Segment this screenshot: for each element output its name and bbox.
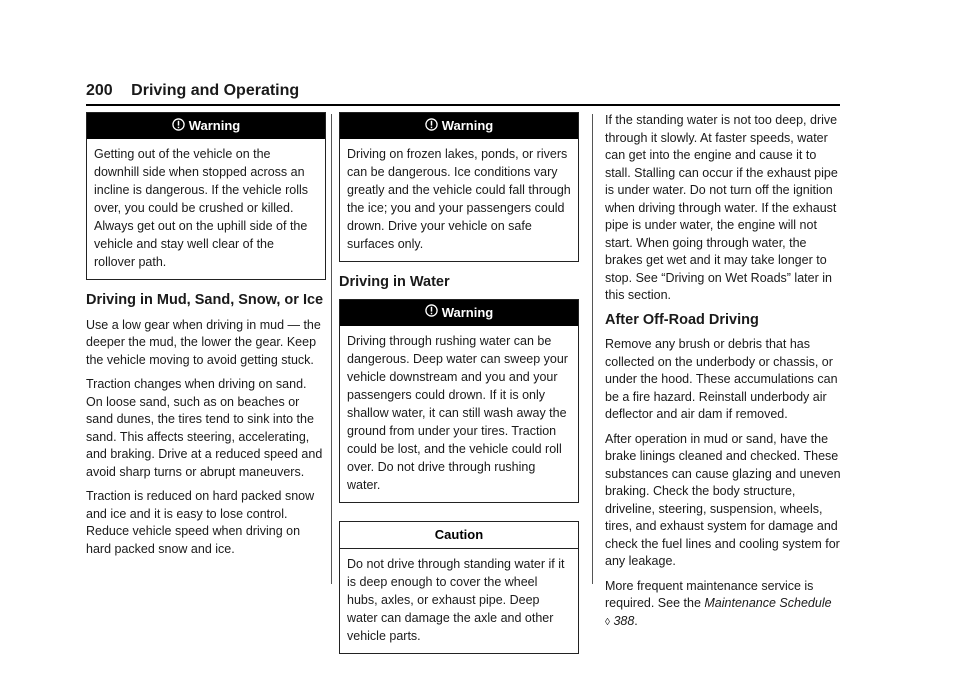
paragraph: After operation in mud or sand, have the brake linings cleaned and checked. These substances can cause glazing and uneven braking. Check the body structure, driveline, steering, suspension, wheels, tires, and exhaust system for damage and check the fuel lines and cooling system for any leakage. xyxy=(605,431,841,568)
warning-text: Getting out of the vehicle on the downhill side when stopped across an incline is dangerous. If the vehicle rolls over, you could be crushed or killed. Always get out on the uphill side of the vehicle and stay well clear of the rollover path. xyxy=(94,147,309,269)
heading-mud-sand-snow-ice: Driving in Mud, Sand, Snow, or Ice xyxy=(86,292,324,308)
paragraph: Use a low gear when driving in mud — the deeper the mud, the lower the gear. Keep the vehicle moving to avoid getting stuck. xyxy=(86,317,321,367)
paragraph: Traction is reduced on hard packed snow and ice and it is easy to lose control. Reduce vehicle speed when driving on hard packed snow and ice. xyxy=(86,489,315,556)
warning-box-rollover xyxy=(86,112,326,280)
warning-title: Warning xyxy=(441,118,494,133)
warning-header xyxy=(340,113,578,139)
heading-after-off-road-driving: After Off-Road Driving xyxy=(605,311,759,328)
paragraph-end: . xyxy=(634,613,638,628)
caution-text: Do not drive through standing water if it is deep enough to cover the wheel hubs, axles, or exhaust pipe. Deep water can damage the axle and other vehicle parts. xyxy=(347,556,565,643)
section-title: Driving and Operating xyxy=(131,82,300,99)
heading-driving-in-water: Driving in Water xyxy=(339,274,450,290)
warning-header xyxy=(340,300,578,326)
paragraph-text: More frequent maintenance service is required. See the xyxy=(605,578,814,610)
page-number: 200 xyxy=(86,82,113,99)
column-3 xyxy=(605,112,841,638)
paragraph: Remove any brush or debris that has collected on the underbody or chassis, or under the hood. These accumulations can be a fire hazard. Reinstall underbody air deflector and air dam if removed. xyxy=(605,337,838,421)
page-reference-icon: ◊ xyxy=(605,616,610,628)
warning-box-rushing-water xyxy=(339,299,579,503)
caution-box-standing-water xyxy=(339,521,579,654)
warning-text: Driving on frozen lakes, ponds, or rivers can be dangerous. Ice conditions vary greatly and the vehicle could fall through the ice; you and your passengers could drown. Drive your vehicle on safe surfaces only. xyxy=(347,147,571,251)
paragraph-maintenance xyxy=(605,578,841,632)
paragraph: Traction changes when driving on sand. On loose sand, such as on beaches or sand dunes, the tires tend to sink into the sand. This affects steering, accelerating, and braking. Drive at a reduced speed and avoid sharp turns or abrupt maneuvers. xyxy=(86,377,323,479)
warning-text: Driving through rushing water can be dangerous. Deep water can sweep your vehicle downstream and you and your passengers could drown. If it is only shallow water, it can still wash away the ground from under your tires. Traction could be lost, and the vehicle could roll over. Do not drive through rushing water. xyxy=(347,333,568,492)
caution-header: Caution xyxy=(340,522,578,549)
column-divider-2 xyxy=(592,114,593,584)
warning-header xyxy=(87,113,325,139)
warning-title: Warning xyxy=(188,118,241,133)
warning-box-frozen-lakes xyxy=(339,112,579,262)
page-header xyxy=(86,82,840,100)
column-1 xyxy=(86,112,326,565)
warning-icon xyxy=(425,114,438,140)
warning-title: Warning xyxy=(441,304,494,320)
column-2 xyxy=(339,112,579,666)
page-reference[interactable]: 388 xyxy=(613,613,635,628)
warning-icon xyxy=(425,300,438,326)
header-rule xyxy=(86,104,840,106)
maintenance-schedule-link[interactable]: Maintenance Schedule xyxy=(704,596,832,610)
paragraph: If the standing water is not too deep, drive through it slowly. At faster speeds, water can get into the engine and cause it to stall. Stalling can occur if the exhaust pipe is under water. Do not turn off the ignition when driving through water. If the exhaust pipe is under water, the engine will not start. When going through water, the brakes get wet and it may take longer to stop. See “Driving on Wet Roads” later in this section. xyxy=(605,113,838,302)
warning-icon xyxy=(172,114,185,140)
column-divider-1 xyxy=(331,114,332,584)
